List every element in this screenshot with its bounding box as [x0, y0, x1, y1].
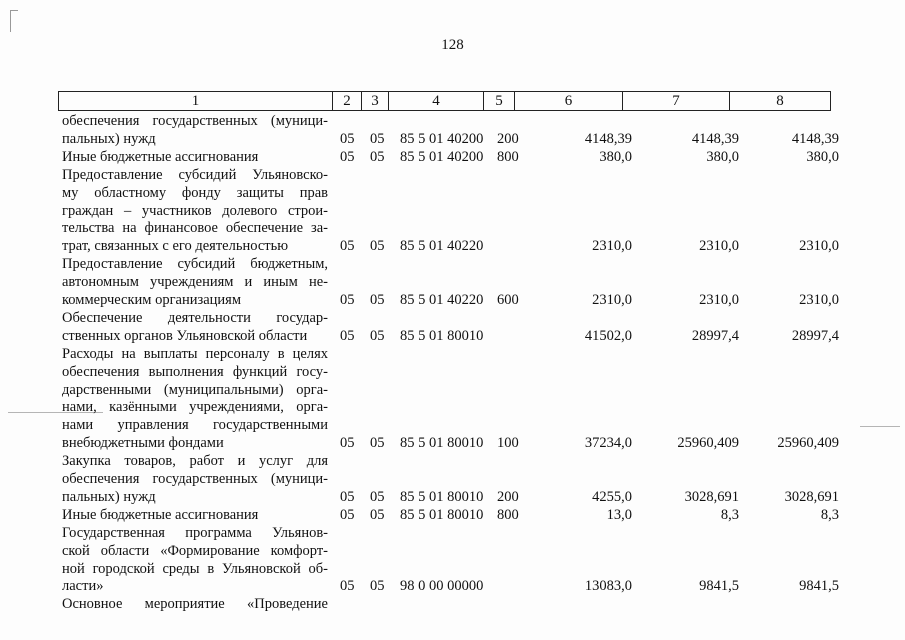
- cell-col-3: 05: [370, 488, 385, 505]
- cell-col-4: 85 5 01 80010: [400, 488, 484, 505]
- table-row: [0, 452, 905, 470]
- cell-col-6: 13,0: [606, 506, 632, 523]
- cell-col-8: 4148,39: [791, 130, 839, 147]
- cell-col-7: 2310,0: [699, 292, 739, 308]
- cell-col-2: 05: [340, 238, 355, 255]
- cell-col-5: 200: [497, 130, 519, 147]
- table-row: [0, 273, 905, 291]
- cell-col-2: 05: [340, 578, 355, 595]
- cell-col-4: 85 5 01 80010: [400, 327, 484, 344]
- table-row: [0, 166, 905, 184]
- table-row: [0, 381, 905, 399]
- table-row: [0, 506, 905, 524]
- cell-col-6: 2310,0: [592, 238, 632, 255]
- row-description: автономным учреждениям и иным не-: [62, 274, 328, 291]
- cell-col-3: 05: [370, 292, 385, 308]
- table-row: [0, 434, 905, 452]
- table-row: [0, 488, 905, 506]
- table-row: [0, 398, 905, 416]
- table-row: [0, 219, 905, 237]
- column-header: 3: [362, 92, 389, 111]
- cell-col-4: 85 5 01 40220: [400, 238, 484, 255]
- cell-col-7: 380,0: [706, 148, 739, 165]
- row-description: Расходы на выплаты персоналу в целях: [62, 345, 328, 362]
- scan-corner-mark: [10, 10, 18, 11]
- row-description: Иные бюджетные ассигнования: [62, 506, 259, 523]
- cell-col-6: 4148,39: [584, 130, 632, 147]
- cell-col-7: 4148,39: [691, 130, 739, 147]
- cell-col-8: 9841,5: [799, 578, 839, 595]
- row-description: Обеспечение деятельности государ-: [62, 309, 328, 326]
- row-description: внебюджетными фондами: [62, 435, 224, 452]
- row-description: граждан – участников долевого строи-: [62, 202, 328, 219]
- cell-col-5: 800: [497, 506, 519, 523]
- row-description: дарственными (муниципальными) орга-: [62, 381, 328, 398]
- cell-col-6: 13083,0: [584, 578, 632, 595]
- table-row: [0, 112, 905, 130]
- table-row: [0, 416, 905, 434]
- cell-col-8: 380,0: [806, 148, 839, 165]
- table-row: [0, 560, 905, 578]
- table-row: [0, 363, 905, 381]
- column-header: 6: [515, 92, 623, 111]
- table-row: [0, 202, 905, 220]
- column-header: 5: [484, 92, 515, 111]
- cell-col-2: 05: [340, 506, 355, 523]
- row-description: Основное мероприятие «Проведение: [62, 596, 328, 613]
- row-description: Иные бюджетные ассигнования: [62, 148, 259, 165]
- cell-col-2: 05: [340, 130, 355, 147]
- cell-col-3: 05: [370, 435, 385, 452]
- table-row: [0, 327, 905, 345]
- cell-col-2: 05: [340, 327, 355, 344]
- cell-col-7: 3028,691: [684, 488, 739, 505]
- row-description: ственных органов Ульяновской области: [62, 327, 308, 344]
- row-description: обеспечения государственных (муници-: [62, 471, 328, 487]
- table-row: [0, 309, 905, 327]
- cell-col-5: 600: [497, 292, 519, 308]
- cell-col-3: 05: [370, 578, 385, 595]
- cell-col-6: 41502,0: [584, 327, 632, 344]
- cell-col-8: 2310,0: [799, 292, 839, 308]
- cell-col-5: 100: [497, 435, 519, 452]
- row-description: нами управления государственными: [62, 417, 328, 434]
- cell-col-4: 85 5 01 40200: [400, 130, 484, 147]
- cell-col-4: 85 5 01 80010: [400, 435, 484, 452]
- cell-col-4: 98 0 00 00000: [400, 578, 484, 595]
- cell-col-3: 05: [370, 238, 385, 255]
- table-row: [0, 291, 905, 309]
- table-row: [0, 255, 905, 273]
- cell-col-7: 2310,0: [699, 238, 739, 255]
- row-description: Предоставление субсидий Ульяновско-: [62, 166, 328, 183]
- cell-col-4: 85 5 01 40220: [400, 292, 484, 308]
- table-row: [0, 184, 905, 202]
- row-description: пальных) нужд: [62, 488, 156, 505]
- row-description: ласти»: [62, 578, 104, 595]
- row-description: обеспечения выполнения функций госу-: [62, 363, 328, 380]
- cell-col-2: 05: [340, 488, 355, 505]
- column-header: 4: [389, 92, 484, 111]
- column-header: 1: [59, 92, 333, 111]
- column-header: 2: [333, 92, 362, 111]
- row-description: нами, казёнными учреждениями, орга-: [62, 399, 328, 416]
- scan-corner-mark: [10, 10, 11, 32]
- cell-col-2: 05: [340, 148, 355, 165]
- table-row: [0, 148, 905, 166]
- cell-col-8: 28997,4: [791, 327, 839, 344]
- cell-col-2: 05: [340, 292, 355, 308]
- column-header: 8: [730, 92, 831, 111]
- table-row: [0, 345, 905, 363]
- cell-col-8: 8,3: [820, 506, 839, 523]
- row-description: Закупка товаров, работ и услуг для: [62, 453, 328, 470]
- table-row: [0, 130, 905, 148]
- table-row: [0, 237, 905, 255]
- page-number: 128: [441, 37, 464, 53]
- cell-col-7: 9841,5: [699, 578, 739, 595]
- cell-col-7: 25960,409: [677, 435, 739, 452]
- table-row: [0, 470, 905, 488]
- table-row: [0, 595, 905, 613]
- row-description: му областному фонду защиты прав: [62, 184, 328, 201]
- cell-col-6: 380,0: [599, 148, 632, 165]
- cell-col-7: 8,3: [720, 506, 739, 523]
- cell-col-3: 05: [370, 148, 385, 165]
- cell-col-3: 05: [370, 327, 385, 344]
- row-description: пальных) нужд: [62, 130, 156, 147]
- column-header-table: [58, 91, 831, 111]
- cell-col-5: 200: [497, 488, 519, 505]
- cell-col-6: 2310,0: [592, 292, 632, 308]
- cell-col-8: 2310,0: [799, 238, 839, 255]
- row-description: коммерческим организациям: [62, 292, 242, 308]
- cell-col-6: 37234,0: [584, 435, 632, 452]
- cell-col-8: 3028,691: [784, 488, 839, 505]
- cell-col-5: 800: [497, 148, 519, 165]
- table-row: [0, 542, 905, 560]
- row-description: Государственная программа Ульянов-: [62, 524, 328, 541]
- cell-col-3: 05: [370, 130, 385, 147]
- row-description: обеспечения государственных (муници-: [62, 113, 328, 129]
- table-row: [0, 577, 905, 595]
- cell-col-7: 28997,4: [691, 327, 739, 344]
- row-description: трат, связанных с его деятельностью: [62, 238, 289, 255]
- row-description: ной городской среды в Ульяновской об-: [62, 560, 328, 577]
- cell-col-8: 25960,409: [777, 435, 839, 452]
- column-header: 7: [623, 92, 730, 111]
- cell-col-2: 05: [340, 435, 355, 452]
- cell-col-4: 85 5 01 80010: [400, 506, 484, 523]
- row-description: ской области «Формирование комфорт-: [62, 542, 328, 559]
- row-description: тельства на финансовое обеспечение за-: [62, 220, 328, 237]
- table-row: [0, 524, 905, 542]
- row-description: Предоставление субсидий бюджетным,: [62, 256, 328, 273]
- cell-col-6: 4255,0: [592, 488, 632, 505]
- cell-col-3: 05: [370, 506, 385, 523]
- cell-col-4: 85 5 01 40200: [400, 148, 484, 165]
